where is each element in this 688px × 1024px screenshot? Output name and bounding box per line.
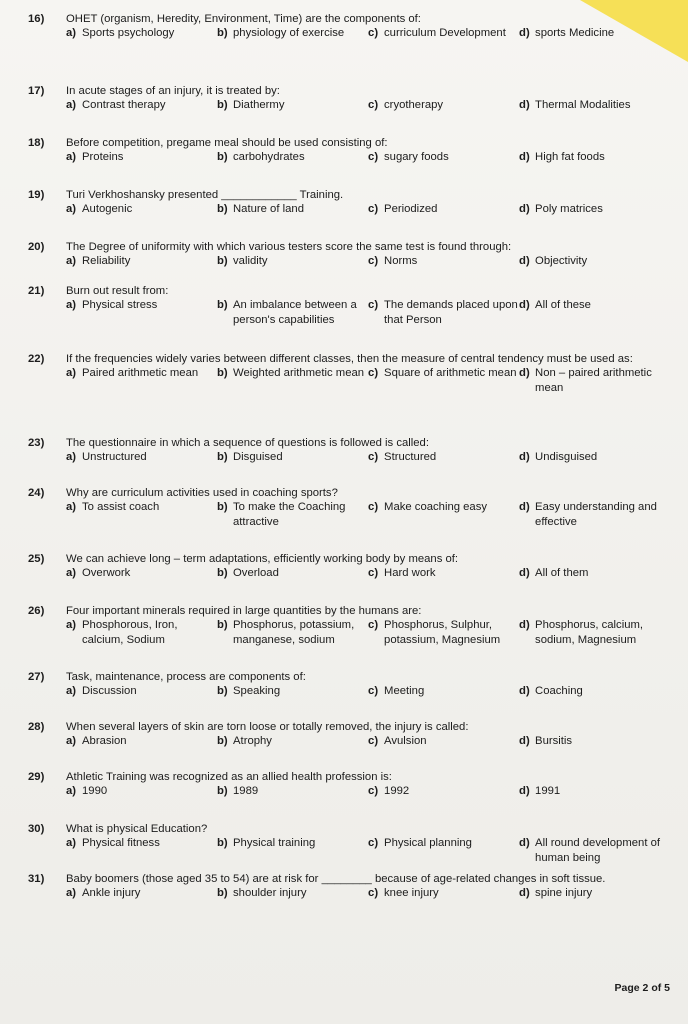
option-d: d) All of these	[519, 299, 591, 311]
question-text: Before competition, pregame meal should be used consisting of:	[66, 137, 388, 149]
question-text: The questionnaire in which a sequence of questions is followed is called:	[66, 437, 429, 449]
option-c: c) Square of arithmetic mean	[368, 367, 517, 379]
option-b: b) shoulder injury	[217, 887, 307, 899]
option-d: d) Phosphorus, calcium, sodium, Magnesium	[519, 619, 644, 646]
option-c: c) sugary foods	[368, 151, 449, 163]
option-d: d) Non – paired arithmetic mean	[519, 367, 652, 394]
question-18	[28, 136, 678, 165]
question-20	[28, 240, 678, 269]
option-b: b) 1989	[217, 785, 259, 797]
option-c: c) Structured	[368, 451, 437, 463]
option-b: b) An imbalance between a person's capabilities	[217, 299, 357, 326]
question-number: 27)	[28, 671, 45, 683]
option-d: d) Coaching	[519, 685, 583, 697]
question-26	[28, 604, 678, 648]
option-a: a) Autogenic	[66, 203, 133, 215]
option-b: b) carbohydrates	[217, 151, 305, 163]
page-number: Page 2 of 5	[614, 982, 670, 994]
question-23	[28, 436, 678, 465]
option-a: a) Sports psychology	[66, 27, 175, 39]
option-a: a) Abrasion	[66, 735, 127, 747]
question-number: 25)	[28, 553, 45, 565]
question-28	[28, 720, 678, 749]
question-text: Athletic Training was recognized as an allied health profession is:	[66, 771, 392, 783]
option-a: a) Physical stress	[66, 299, 158, 311]
option-d: d) All of them	[519, 567, 589, 579]
question-number: 30)	[28, 823, 45, 835]
option-a: a) Contrast therapy	[66, 99, 166, 111]
question-number: 23)	[28, 437, 45, 449]
option-c: c) Meeting	[368, 685, 425, 697]
option-b: b) Diathermy	[217, 99, 285, 111]
question-text: If the frequencies widely varies between different classes, then the measure of central tendency must be used as:	[66, 353, 633, 365]
option-c: c) Norms	[368, 255, 418, 267]
option-a: a) Phosphorous, Iron, calcium, Sodium	[66, 619, 178, 646]
option-b: b) Disguised	[217, 451, 283, 463]
question-number: 16)	[28, 13, 45, 25]
question-text: In acute stages of an injury, it is treated by:	[66, 85, 280, 97]
question-text: The Degree of uniformity with which various testers score the same test is found through:	[66, 241, 512, 253]
option-a: a) Overwork	[66, 567, 131, 579]
question-17	[28, 84, 678, 113]
option-c: c) Avulsion	[368, 735, 427, 747]
question-27	[28, 670, 678, 699]
question-22	[28, 352, 678, 396]
question-25	[28, 552, 678, 581]
option-a: a) 1990	[66, 785, 108, 797]
option-b: b) Overload	[217, 567, 279, 579]
option-c: c) knee injury	[368, 887, 439, 899]
option-c: c) Physical planning	[368, 837, 472, 849]
option-b: b) physiology of exercise	[217, 27, 345, 39]
question-text: What is physical Education?	[66, 823, 208, 835]
question-number: 21)	[28, 285, 45, 297]
option-d: d) Poly matrices	[519, 203, 603, 215]
question-text: Burn out result from:	[66, 285, 169, 297]
option-b: b) Speaking	[217, 685, 281, 697]
question-number: 22)	[28, 353, 45, 365]
option-d: d) Bursitis	[519, 735, 573, 747]
option-b: b) validity	[217, 255, 268, 267]
option-b: b) Phosphorus, potassium, manganese, sodium	[217, 619, 355, 646]
option-a: a) Ankle injury	[66, 887, 141, 899]
question-24	[28, 486, 678, 530]
option-c: c) Periodized	[368, 203, 438, 215]
option-c: c) The demands placed upon that Person	[368, 299, 518, 326]
question-number: 19)	[28, 189, 45, 201]
option-d: d) 1991	[519, 785, 561, 797]
option-b: b) Weighted arithmetic mean	[217, 367, 365, 379]
question-text: Turi Verkhoshansky presented ____________ Training.	[66, 189, 344, 201]
question-text: Task, maintenance, process are components of:	[66, 671, 306, 683]
question-29	[28, 770, 678, 799]
question-16	[28, 12, 678, 41]
option-a: a) Unstructured	[66, 451, 147, 463]
option-a: a) Discussion	[66, 685, 137, 697]
option-b: b) To make the Coaching attractive	[217, 501, 346, 528]
option-a: a) Reliability	[66, 255, 131, 267]
option-c: c) Hard work	[368, 567, 436, 579]
option-c: c) Phosphorus, Sulphur, potassium, Magnesium	[368, 619, 501, 646]
option-c: c) 1992	[368, 785, 410, 797]
option-d: d) Thermal Modalities	[519, 99, 631, 111]
question-number: 28)	[28, 721, 45, 733]
option-a: a) Physical fitness	[66, 837, 160, 849]
option-d: d) Objectivity	[519, 255, 588, 267]
option-b: b) Nature of land	[217, 203, 304, 215]
option-c: c) cryotherapy	[368, 99, 444, 111]
option-d: d) sports Medicine	[519, 27, 615, 39]
question-text: Four important minerals required in large quantities by the humans are:	[66, 605, 422, 617]
question-text: Baby boomers (those aged 35 to 54) are at risk for ________ because of age-related changes in soft tissue.	[66, 873, 606, 885]
option-b: b) Physical training	[217, 837, 316, 849]
question-text: When several layers of skin are torn loose or totally removed, the injury is called:	[66, 721, 469, 733]
question-number: 24)	[28, 487, 45, 499]
option-d: d) High fat foods	[519, 151, 605, 163]
option-a: a) Paired arithmetic mean	[66, 367, 199, 379]
question-19	[28, 188, 678, 217]
question-number: 31)	[28, 873, 45, 885]
question-31	[28, 872, 678, 901]
question-text: Why are curriculum activities used in coaching sports?	[66, 487, 338, 499]
question-21	[28, 284, 678, 328]
option-d: d) Undisguised	[519, 451, 598, 463]
option-d: d) All round development of human being	[519, 837, 661, 864]
question-number: 18)	[28, 137, 45, 149]
question-text: OHET (organism, Heredity, Environment, Time) are the components of:	[66, 13, 421, 25]
question-number: 26)	[28, 605, 45, 617]
question-number: 17)	[28, 85, 45, 97]
option-d: d) Easy understanding and effective	[519, 501, 657, 528]
question-number: 20)	[28, 241, 45, 253]
question-text: We can achieve long – term adaptations, efficiently working body by means of:	[66, 553, 459, 565]
option-c: c) Make coaching easy	[368, 501, 488, 513]
question-30	[28, 822, 678, 866]
option-a: a) To assist coach	[66, 501, 160, 513]
question-number: 29)	[28, 771, 45, 783]
option-b: b) Atrophy	[217, 735, 272, 747]
option-a: a) Proteins	[66, 151, 124, 163]
option-d: d) spine injury	[519, 887, 593, 899]
option-c: c) curriculum Development	[368, 27, 506, 39]
